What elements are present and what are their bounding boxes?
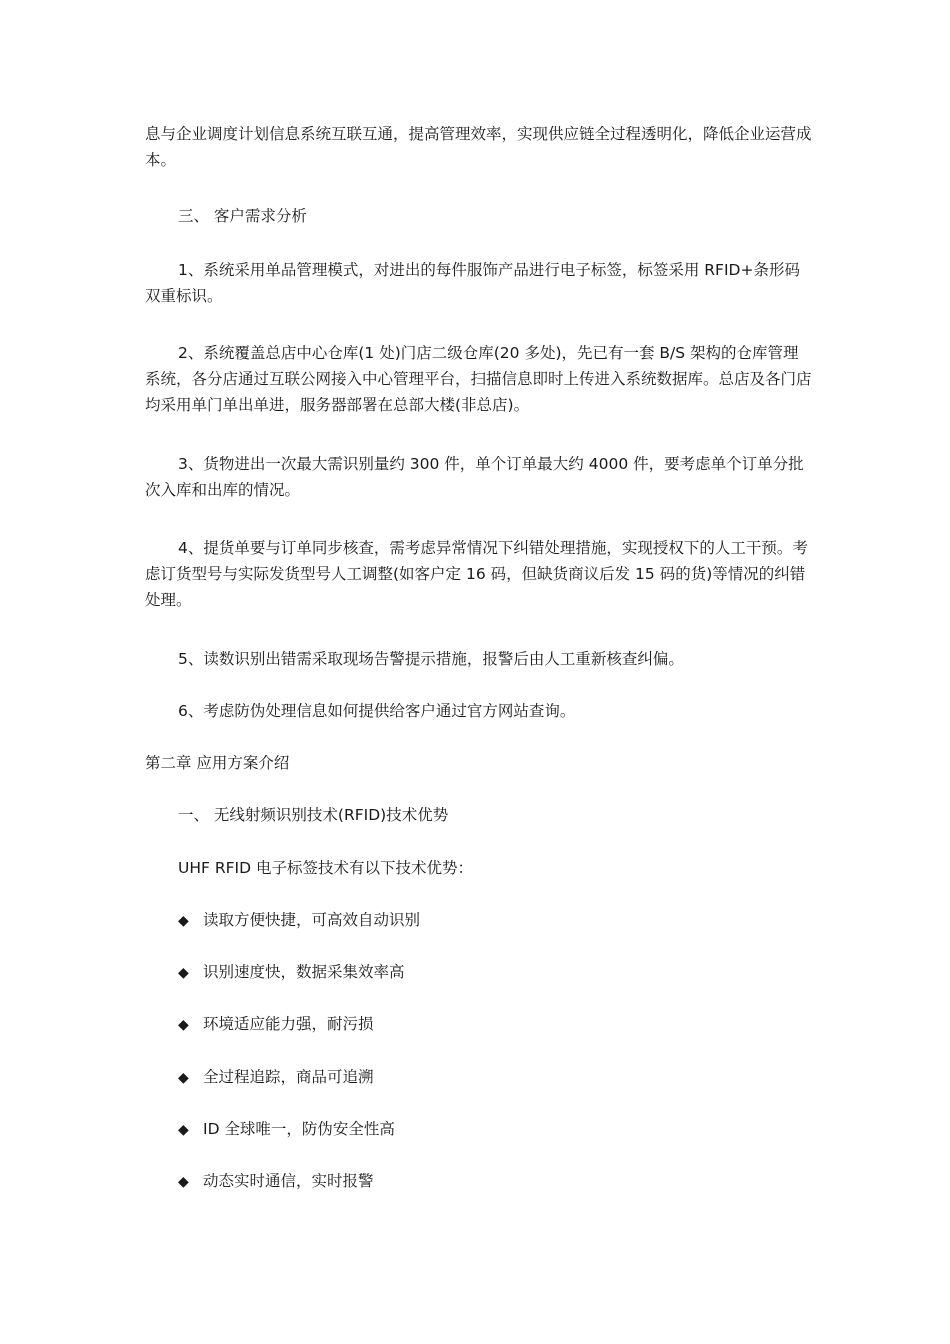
bullet-text: ID 全球唯一，防伪安全性高 [203, 1120, 395, 1138]
bullet-item [178, 1064, 374, 1091]
bullet-item [178, 907, 420, 934]
diamond-bullet-icon: ◆ [178, 1174, 189, 1190]
requirement-6: 6、考虑防伪处理信息如何提供给客户通过官方网站查询。 [178, 702, 576, 720]
chapter-heading: 第二章 应用方案介绍 [145, 754, 290, 772]
diamond-bullet-icon: ◆ [178, 1070, 189, 1086]
bullet-text: 读取方便快捷，可高效自动识别 [203, 911, 421, 929]
bullet-text: 环境适应能力强，耐污损 [203, 1015, 374, 1033]
bullet-text: 识别速度快，数据采集效率高 [203, 963, 405, 981]
bullet-text: 全过程追踪，商品可追溯 [203, 1068, 374, 1086]
paragraph-intro-continuation: 息与企业调度计划信息系统互联互通，提高管理效率，实现供应链全过程透明化，降低企业运营成本。 [145, 125, 812, 169]
requirement-2: 2、系统覆盖总店中心仓库(1 处)门店二级仓库(20 多处)，先已有一套 B/S 架构的仓库管理系统，各分店通过互联公网接入中心管理平台，扫描信息即时上传进入系统数据库。总店及各门店均采用单门单出单进，服务器部署在总部大楼(非总店)。 [145, 344, 812, 414]
rfid-intro-text: UHF RFID 电子标签技术有以下技术优势： [178, 859, 473, 877]
requirement-3: 3、货物进出一次最大需识别量约 300 件，单个订单最大约 4000 件，要考虑单个订单分批次入库和出库的情况。 [145, 455, 804, 499]
requirement-4: 4、提货单要与订单同步核查，需考虑异常情况下纠错处理措施，实现授权下的人工干预。考虑订货型号与实际发货型号人工调整(如客户定 16 码，但缺货商议后发 15 码的货)等情况的纠错处理。 [145, 539, 808, 609]
diamond-bullet-icon: ◆ [178, 913, 189, 929]
bullet-item [178, 1116, 395, 1143]
bullet-item [178, 1011, 374, 1038]
section-heading-rfid-advantages: 一、 无线射频识别技术(RFID)技术优势 [178, 806, 449, 824]
bullet-text: 动态实时通信，实时报警 [203, 1172, 374, 1190]
diamond-bullet-icon: ◆ [178, 1122, 189, 1138]
requirement-1: 1、系统采用单品管理模式，对进出的每件服饰产品进行电子标签，标签采用 RFID+条形码双重标识。 [145, 261, 800, 305]
requirement-5: 5、读数识别出错需采取现场告警提示措施，报警后由人工重新核查纠偏。 [178, 650, 684, 668]
diamond-bullet-icon: ◆ [178, 1017, 189, 1033]
diamond-bullet-icon: ◆ [178, 965, 189, 981]
section-heading-customer-needs: 三、 客户需求分析 [178, 207, 307, 225]
bullet-item [178, 959, 405, 986]
bullet-item [178, 1168, 374, 1195]
